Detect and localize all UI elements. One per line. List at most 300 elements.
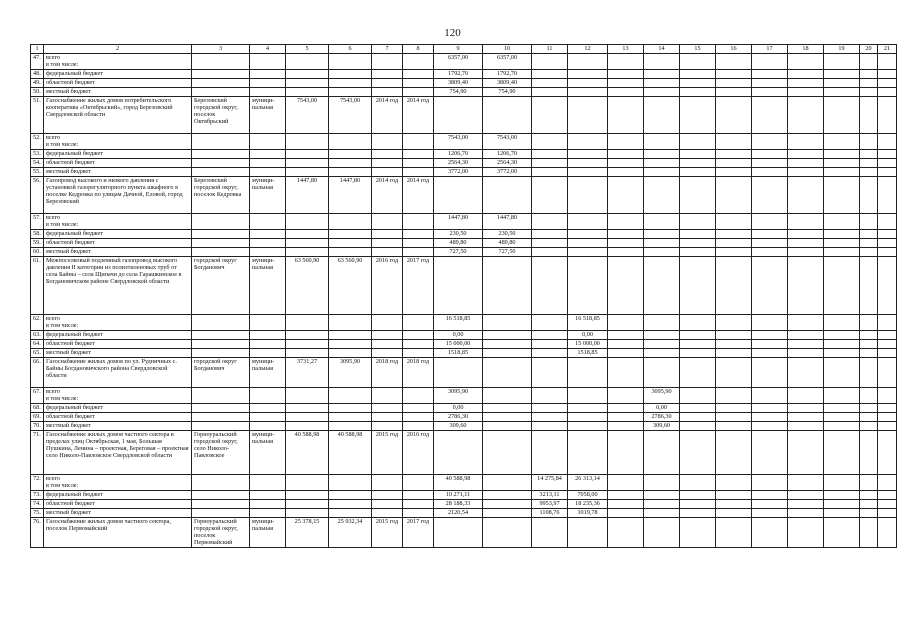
value-cell — [878, 168, 897, 177]
value-cell — [483, 349, 532, 358]
value-cell — [532, 413, 568, 422]
value-cell — [878, 500, 897, 509]
row-number-cell: 74. — [31, 500, 44, 509]
value-cell — [644, 177, 680, 214]
value-cell — [403, 422, 434, 431]
value-cell — [860, 331, 878, 340]
value-cell — [716, 177, 752, 214]
value-cell: 2014 год — [372, 177, 403, 214]
value-cell: 1206,70 — [434, 150, 483, 159]
value-cell — [752, 358, 788, 388]
value-cell — [532, 88, 568, 97]
value-cell — [608, 177, 644, 214]
value-cell: 1019,78 — [568, 509, 608, 518]
value-cell — [788, 248, 824, 257]
value-cell — [434, 97, 483, 134]
value-cell — [483, 404, 532, 413]
value-cell — [716, 413, 752, 422]
table-row — [31, 422, 897, 431]
description-cell: Газоснабжение жилых домов частного сектора, поселок Первомайский — [44, 518, 192, 548]
value-cell — [752, 491, 788, 500]
ownership-cell — [250, 168, 286, 177]
table-row — [31, 518, 897, 548]
value-cell: 7543,00 — [286, 97, 329, 134]
value-cell — [824, 422, 860, 431]
value-cell: 1447,80 — [483, 214, 532, 230]
description-cell: местный бюджет — [44, 349, 192, 358]
value-cell — [878, 214, 897, 230]
value-cell — [824, 134, 860, 150]
value-cell: 14 275,84 — [532, 475, 568, 491]
location-cell — [192, 150, 250, 159]
value-cell: 2014 год — [372, 97, 403, 134]
value-cell — [644, 134, 680, 150]
value-cell: 727,50 — [434, 248, 483, 257]
value-cell — [788, 518, 824, 548]
value-cell — [860, 475, 878, 491]
ownership-cell — [250, 79, 286, 88]
value-cell: 3731,27 — [286, 358, 329, 388]
value-cell — [329, 422, 372, 431]
value-cell — [788, 404, 824, 413]
column-number-cell: 8 — [403, 45, 434, 54]
value-cell — [788, 257, 824, 315]
value-cell — [788, 422, 824, 431]
description-cell: Газоснабжение жилых домов потребительского кооператива «Октябрьский», город Березовский Свердловской области — [44, 97, 192, 134]
description-cell: всего в том числе: — [44, 315, 192, 331]
value-cell — [483, 431, 532, 475]
value-cell — [716, 331, 752, 340]
value-cell — [878, 358, 897, 388]
value-cell — [608, 431, 644, 475]
value-cell: 63 560,90 — [286, 257, 329, 315]
value-cell — [878, 239, 897, 248]
value-cell — [644, 331, 680, 340]
value-cell — [788, 349, 824, 358]
value-cell — [403, 509, 434, 518]
value-cell: 0,00 — [644, 404, 680, 413]
value-cell — [329, 214, 372, 230]
value-cell — [824, 168, 860, 177]
value-cell — [716, 422, 752, 431]
value-cell — [532, 257, 568, 315]
value-cell — [608, 248, 644, 257]
value-cell — [608, 358, 644, 388]
value-cell — [403, 159, 434, 168]
value-cell: 15 000,00 — [568, 340, 608, 349]
row-number-cell: 55. — [31, 168, 44, 177]
value-cell — [644, 168, 680, 177]
value-cell: 2018 год — [403, 358, 434, 388]
value-cell — [644, 340, 680, 349]
value-cell — [860, 388, 878, 404]
value-cell — [532, 358, 568, 388]
value-cell — [788, 168, 824, 177]
location-cell — [192, 230, 250, 239]
value-cell: 2017 год — [403, 257, 434, 315]
table-row — [31, 70, 897, 79]
value-cell — [824, 214, 860, 230]
row-number-cell: 66. — [31, 358, 44, 388]
value-cell — [372, 159, 403, 168]
row-number-cell: 49. — [31, 79, 44, 88]
value-cell — [329, 509, 372, 518]
value-cell: 25 932,34 — [329, 518, 372, 548]
table-row — [31, 413, 897, 422]
value-cell — [716, 358, 752, 388]
value-cell — [752, 475, 788, 491]
value-cell — [752, 239, 788, 248]
ownership-cell — [250, 475, 286, 491]
value-cell — [532, 159, 568, 168]
value-cell — [824, 431, 860, 475]
row-number-cell: 68. — [31, 404, 44, 413]
value-cell — [644, 239, 680, 248]
row-number-cell: 72. — [31, 475, 44, 491]
value-cell — [372, 422, 403, 431]
value-cell — [372, 404, 403, 413]
value-cell — [372, 475, 403, 491]
table-row — [31, 159, 897, 168]
value-cell — [716, 518, 752, 548]
value-cell — [752, 518, 788, 548]
value-cell: 754,90 — [434, 88, 483, 97]
value-cell — [532, 518, 568, 548]
value-cell — [568, 239, 608, 248]
value-cell: 28 188,33 — [434, 500, 483, 509]
value-cell — [824, 358, 860, 388]
value-cell — [608, 331, 644, 340]
value-cell — [434, 257, 483, 315]
row-number-cell: 51. — [31, 97, 44, 134]
value-cell — [286, 388, 329, 404]
value-cell — [403, 214, 434, 230]
value-cell — [329, 54, 372, 70]
value-cell — [372, 340, 403, 349]
value-cell — [608, 413, 644, 422]
table-row — [31, 257, 897, 315]
value-cell — [329, 230, 372, 239]
ownership-cell — [250, 239, 286, 248]
value-cell — [860, 239, 878, 248]
value-cell — [878, 230, 897, 239]
row-number-cell: 76. — [31, 518, 44, 548]
value-cell — [403, 331, 434, 340]
value-cell: 2018 год — [372, 358, 403, 388]
row-number-cell: 64. — [31, 340, 44, 349]
value-cell — [878, 54, 897, 70]
table-row — [31, 340, 897, 349]
value-cell — [860, 422, 878, 431]
value-cell — [878, 422, 897, 431]
location-cell — [192, 475, 250, 491]
ownership-cell: муници-пальная — [250, 257, 286, 315]
value-cell — [878, 159, 897, 168]
value-cell — [403, 248, 434, 257]
value-cell — [286, 230, 329, 239]
value-cell — [434, 431, 483, 475]
row-number-cell: 52. — [31, 134, 44, 150]
value-cell — [716, 500, 752, 509]
value-cell: 40 588,98 — [329, 431, 372, 475]
value-cell — [788, 214, 824, 230]
value-cell — [716, 54, 752, 70]
value-cell — [568, 518, 608, 548]
value-cell — [532, 239, 568, 248]
value-cell — [878, 331, 897, 340]
row-number-cell: 75. — [31, 509, 44, 518]
value-cell — [372, 349, 403, 358]
location-cell: Горноуральский городской округ, поселок Первомайский — [192, 518, 250, 548]
description-cell: Газоснабжение жилых домов частного сектора в пределах улиц Октябрьская, 1 мая, Большая Пушкина, Ленина – проектная, Береговая – проектная село Николо-Павловское Свердловской области — [44, 431, 192, 475]
table-row — [31, 358, 897, 388]
table-row — [31, 79, 897, 88]
value-cell: 25 378,15 — [286, 518, 329, 548]
value-cell: 727,50 — [483, 248, 532, 257]
value-cell — [680, 340, 716, 349]
value-cell — [878, 79, 897, 88]
value-cell — [752, 70, 788, 79]
value-cell — [532, 134, 568, 150]
value-cell — [878, 431, 897, 475]
ownership-cell — [250, 159, 286, 168]
value-cell: 3772,00 — [483, 168, 532, 177]
value-cell — [608, 88, 644, 97]
column-number-cell: 16 — [716, 45, 752, 54]
value-cell — [329, 349, 372, 358]
location-cell: городской округ Богданович — [192, 257, 250, 315]
value-cell — [680, 79, 716, 88]
value-cell: 2564,30 — [434, 159, 483, 168]
description-cell: федеральный бюджет — [44, 491, 192, 500]
value-cell — [860, 150, 878, 159]
value-cell — [568, 88, 608, 97]
value-cell — [878, 509, 897, 518]
value-cell — [860, 230, 878, 239]
ownership-cell — [250, 388, 286, 404]
column-number-cell: 19 — [824, 45, 860, 54]
ownership-cell — [250, 70, 286, 79]
column-number-cell: 10 — [483, 45, 532, 54]
value-cell: 9953,97 — [532, 500, 568, 509]
ownership-cell — [250, 349, 286, 358]
table-row — [31, 150, 897, 159]
value-cell — [716, 475, 752, 491]
value-cell — [860, 349, 878, 358]
value-cell — [568, 404, 608, 413]
ownership-cell — [250, 404, 286, 413]
value-cell — [716, 404, 752, 413]
ownership-cell: муници-пальная — [250, 358, 286, 388]
value-cell — [824, 475, 860, 491]
value-cell: 7058,00 — [568, 491, 608, 500]
value-cell — [532, 54, 568, 70]
value-cell — [568, 388, 608, 404]
table-row — [31, 248, 897, 257]
column-number-cell: 20 — [860, 45, 878, 54]
value-cell — [568, 177, 608, 214]
ownership-cell — [250, 422, 286, 431]
value-cell: 15 000,00 — [434, 340, 483, 349]
value-cell: 1447,80 — [434, 214, 483, 230]
location-cell — [192, 388, 250, 404]
value-cell — [372, 388, 403, 404]
description-cell: Межпоселковый подземный газопровод высокого давления II категории из полиэтиленовых труб от села Байны – села Щипачи до села Гарашкинское в Богдановичском районе Свердловской области — [44, 257, 192, 315]
value-cell — [608, 239, 644, 248]
value-cell — [680, 358, 716, 388]
value-cell — [716, 70, 752, 79]
description-cell: всего в том числе: — [44, 54, 192, 70]
ownership-cell — [250, 500, 286, 509]
value-cell — [788, 239, 824, 248]
value-cell — [483, 257, 532, 315]
value-cell: 309,60 — [434, 422, 483, 431]
value-cell — [568, 257, 608, 315]
value-cell — [483, 518, 532, 548]
value-cell — [608, 54, 644, 70]
value-cell — [878, 475, 897, 491]
value-cell — [532, 168, 568, 177]
table-row — [31, 168, 897, 177]
value-cell: 7543,00 — [434, 134, 483, 150]
value-cell — [860, 404, 878, 413]
value-cell: 40 588,98 — [286, 431, 329, 475]
value-cell: 1518,85 — [434, 349, 483, 358]
row-number-cell: 57. — [31, 214, 44, 230]
column-number-row — [31, 45, 897, 54]
value-cell — [608, 230, 644, 239]
value-cell — [752, 230, 788, 239]
ownership-cell — [250, 315, 286, 331]
value-cell — [403, 239, 434, 248]
table-row — [31, 315, 897, 331]
value-cell — [532, 331, 568, 340]
table-row — [31, 331, 897, 340]
table-row — [31, 349, 897, 358]
value-cell — [878, 388, 897, 404]
value-cell — [788, 509, 824, 518]
value-cell — [329, 491, 372, 500]
value-cell — [878, 134, 897, 150]
row-number-cell: 71. — [31, 431, 44, 475]
value-cell: 6357,00 — [483, 54, 532, 70]
value-cell — [680, 134, 716, 150]
value-cell — [824, 79, 860, 88]
value-cell: 2786,30 — [434, 413, 483, 422]
value-cell — [372, 168, 403, 177]
value-cell — [329, 331, 372, 340]
value-cell — [372, 230, 403, 239]
value-cell — [680, 315, 716, 331]
ownership-cell: муници-пальная — [250, 177, 286, 214]
value-cell — [680, 230, 716, 239]
column-number-cell: 7 — [372, 45, 403, 54]
value-cell — [608, 168, 644, 177]
value-cell — [403, 168, 434, 177]
value-cell — [788, 159, 824, 168]
value-cell: 0,00 — [434, 331, 483, 340]
value-cell — [878, 88, 897, 97]
value-cell — [860, 413, 878, 422]
value-cell — [860, 54, 878, 70]
value-cell — [483, 413, 532, 422]
value-cell — [716, 509, 752, 518]
row-number-cell: 62. — [31, 315, 44, 331]
column-number-cell: 6 — [329, 45, 372, 54]
value-cell — [680, 331, 716, 340]
value-cell — [680, 509, 716, 518]
value-cell — [286, 88, 329, 97]
value-cell — [372, 88, 403, 97]
value-cell: 16 518,85 — [434, 315, 483, 331]
table-row — [31, 54, 897, 70]
value-cell — [532, 404, 568, 413]
location-cell — [192, 134, 250, 150]
value-cell — [372, 70, 403, 79]
location-cell — [192, 404, 250, 413]
value-cell: 1206,70 — [483, 150, 532, 159]
value-cell — [716, 248, 752, 257]
value-cell — [532, 97, 568, 134]
value-cell — [860, 340, 878, 349]
row-number-cell: 50. — [31, 88, 44, 97]
value-cell — [372, 150, 403, 159]
table-row — [31, 388, 897, 404]
value-cell — [532, 388, 568, 404]
value-cell: 3095,90 — [434, 388, 483, 404]
value-cell: 1447,80 — [329, 177, 372, 214]
value-cell — [286, 404, 329, 413]
row-number-cell: 53. — [31, 150, 44, 159]
value-cell — [824, 70, 860, 79]
value-cell — [860, 248, 878, 257]
value-cell — [329, 70, 372, 79]
value-cell: 3772,00 — [434, 168, 483, 177]
location-cell — [192, 315, 250, 331]
row-number-cell: 63. — [31, 331, 44, 340]
value-cell — [860, 168, 878, 177]
value-cell: 2016 год — [403, 431, 434, 475]
value-cell — [286, 150, 329, 159]
value-cell — [483, 509, 532, 518]
value-cell — [752, 509, 788, 518]
description-cell: федеральный бюджет — [44, 404, 192, 413]
value-cell — [680, 150, 716, 159]
row-number-cell: 65. — [31, 349, 44, 358]
value-cell — [568, 214, 608, 230]
location-cell: Березовский городской округ, поселок Кедровка — [192, 177, 250, 214]
value-cell — [403, 500, 434, 509]
value-cell — [878, 340, 897, 349]
value-cell — [372, 509, 403, 518]
value-cell — [329, 500, 372, 509]
value-cell: 26 313,14 — [568, 475, 608, 491]
value-cell — [644, 500, 680, 509]
value-cell — [716, 97, 752, 134]
value-cell — [286, 340, 329, 349]
value-cell — [680, 500, 716, 509]
value-cell — [483, 475, 532, 491]
value-cell — [608, 475, 644, 491]
ownership-cell: муници-пальная — [250, 97, 286, 134]
value-cell — [329, 340, 372, 349]
description-cell: Газоснабжение жилых домов по ул. Рудничных с. Байны Богдановичского района Свердловской области — [44, 358, 192, 388]
value-cell — [716, 239, 752, 248]
value-cell — [372, 214, 403, 230]
value-cell — [608, 491, 644, 500]
value-cell — [329, 413, 372, 422]
value-cell — [788, 358, 824, 388]
